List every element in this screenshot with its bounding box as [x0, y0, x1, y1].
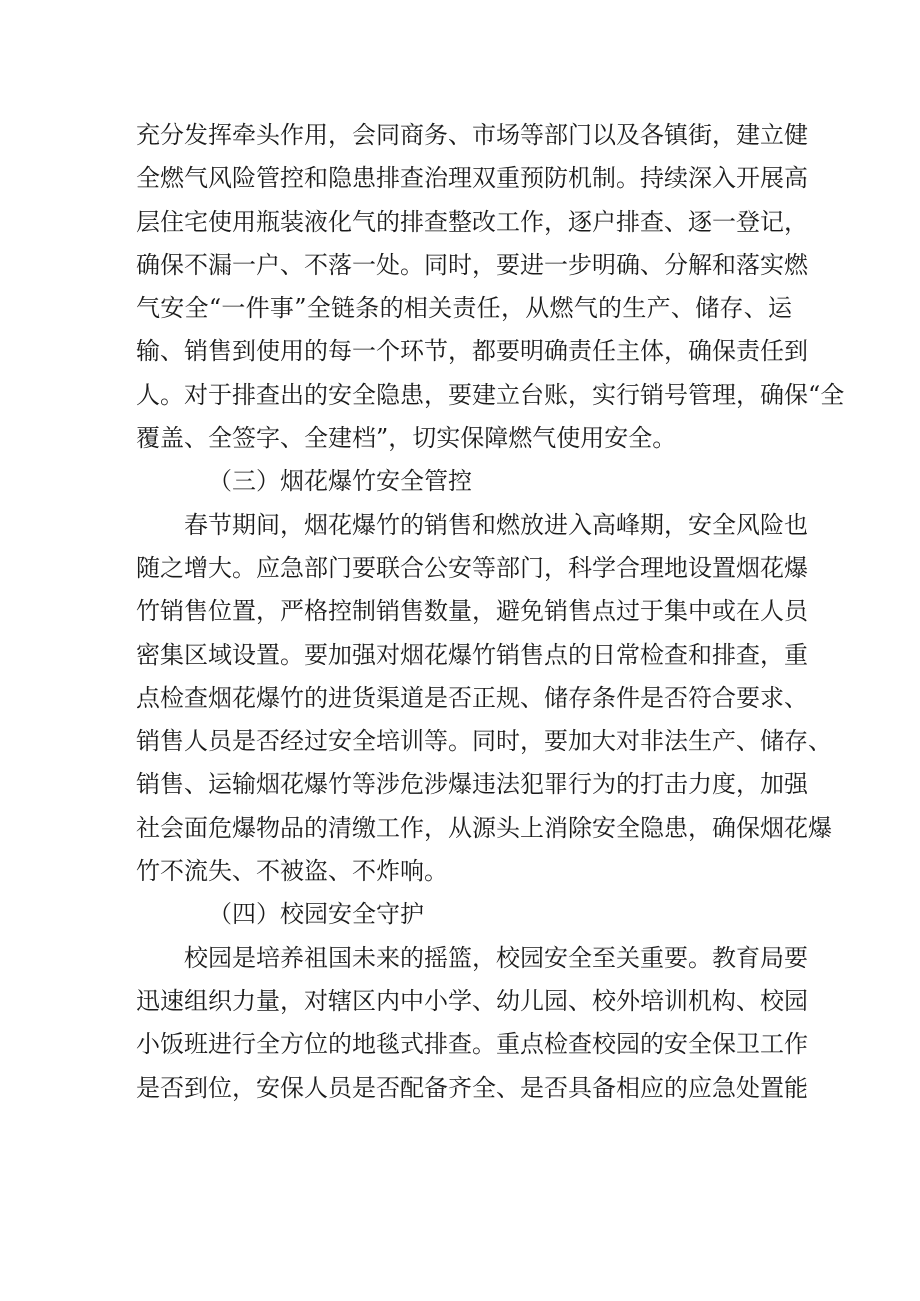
section-heading: （四）校园安全守护	[208, 900, 424, 929]
section-heading: （三）烟花爆竹安全管控	[208, 467, 472, 496]
paragraph-line: 层住宅使用瓶装液化气的排查整改工作，逐户排查、逐一登记，	[136, 207, 808, 236]
paragraph-line: 全燃气风险管控和隐患排查治理双重预防机制。持续深入开展高	[136, 164, 808, 193]
paragraph-line: 输、销售到使用的每一个环节，都要明确责任主体，确保责任到	[136, 337, 808, 366]
paragraph-line: 校园是培养祖国未来的摇篮，校园安全至关重要。教育局要	[184, 943, 808, 972]
paragraph-line: 小饭班进行全方位的地毯式排查。重点检查校园的安全保卫工作	[136, 1030, 808, 1059]
paragraph-line: 迅速组织力量，对辖区内中小学、幼儿园、校外培训机构、校园	[136, 986, 808, 1015]
paragraph-line: 社会面危爆物品的清缴工作，从源头上消除安全隐患，确保烟花爆	[136, 813, 832, 842]
paragraph-line: 人。对于排查出的安全隐患，要建立台账，实行销号管理，确保“全	[136, 380, 845, 409]
paragraph-line: 点检查烟花爆竹的进货渠道是否正规、储存条件是否符合要求、	[136, 683, 808, 712]
paragraph-line: 密集区域设置。要加强对烟花爆竹销售点的日常检查和排查，重	[136, 640, 808, 669]
paragraph-line: 春节期间，烟花爆竹的销售和燃放进入高峰期，安全风险也	[184, 510, 808, 539]
paragraph-line: 竹销售位置，严格控制销售数量，避免销售点过于集中或在人员	[136, 597, 808, 626]
paragraph-line: 确保不漏一户、不落一处。同时，要进一步明确、分解和落实燃	[136, 250, 808, 279]
paragraph-line: 充分发挥牵头作用，会同商务、市场等部门以及各镇街，建立健	[136, 121, 808, 149]
paragraph-line: 覆盖、全签字、全建档”，切实保障燃气使用安全。	[136, 424, 677, 453]
paragraph-line: 气安全“一件事”全链条的相关责任，从燃气的生产、储存、运	[136, 294, 792, 323]
paragraph-line: 随之增大。应急部门要联合公安等部门，科学合理地设置烟花爆	[136, 553, 808, 582]
paragraph-line: 销售、运输烟花爆竹等涉危涉爆违法犯罪行为的打击力度，加强	[136, 770, 808, 799]
paragraph-line: 销售人员是否经过安全培训等。同时，要加大对非法生产、储存、	[136, 727, 832, 756]
paragraph-line: 是否到位，安保人员是否配备齐全、是否具备相应的应急处置能	[136, 1073, 808, 1102]
paragraph-line: 竹不流失、不被盗、不炸响。	[136, 857, 448, 886]
document-body	[136, 114, 845, 1110]
